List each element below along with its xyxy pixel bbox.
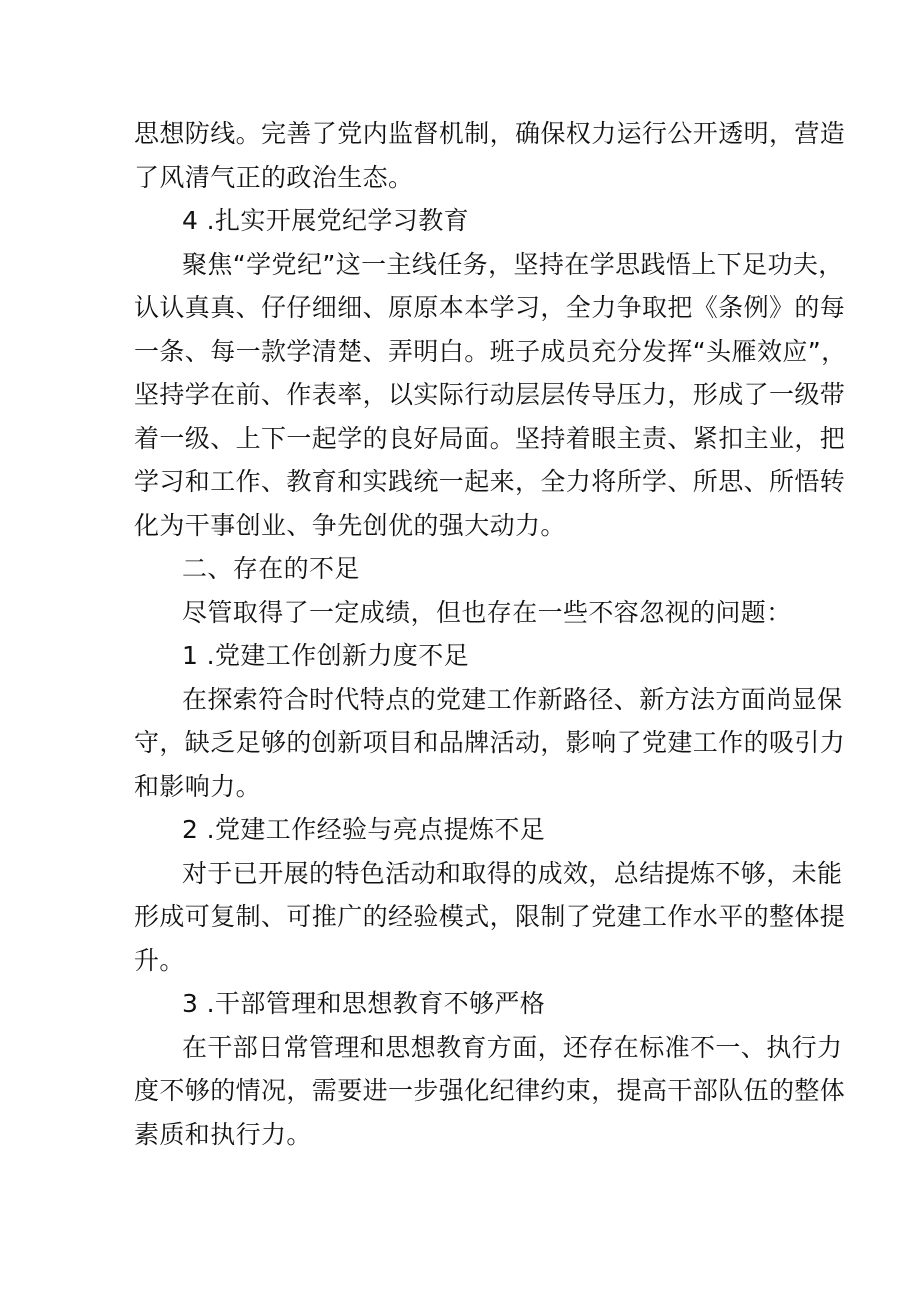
text-line: 着一级、上下一起学的良好局面。坚持着眼主责、紧扣主业，把 <box>134 423 846 453</box>
text-line: 坚持学在前、作表率，以实际行动层层传导压力，形成了一级带 <box>134 380 846 409</box>
text-line: 了风清气正的政治生态。 <box>134 162 414 192</box>
section-heading: 1 .党建工作创新力度不足 <box>182 641 470 670</box>
text-line: 认认真真、仔仔细细、原原本本学习，全力争取把《条例》的每 <box>134 293 846 322</box>
paragraph-first-line: 对于已开展的特色活动和取得的成效，总结提炼不够，未能 <box>182 858 843 888</box>
text-line: 素质和执行力。 <box>134 1119 312 1149</box>
text-line: 守，缺乏足够的创新项目和品牌活动，影响了党建工作的吸引力 <box>134 728 846 757</box>
paragraph-first-line: 聚焦“学党纪”这一主线任务，坚持在学思践悟上下足功夫， <box>182 249 844 279</box>
section-heading: 4 .扎实开展党纪学习教育 <box>182 206 470 235</box>
document-body <box>134 112 847 1156</box>
text-line: 化为干事创业、争先创优的强大动力。 <box>134 510 566 540</box>
text-line: 学习和工作、教育和实践统一起来，全力将所学、所思、所悟转 <box>134 467 846 496</box>
paragraph-first-line: 在探索符合时代特点的党建工作新路径、新方法方面尚显保 <box>182 684 843 714</box>
text-line: 度不够的情况，需要进一步强化纪律约束，提高干部队伍的整体 <box>134 1076 846 1105</box>
text-line: 和影响力。 <box>134 771 262 801</box>
section-heading: 2 .党建工作经验与亮点提炼不足 <box>182 815 546 844</box>
text-line: 思想防线。完善了党内监督机制，确保权力运行公开透明，营造 <box>134 119 846 148</box>
text-line: 一条、每一款学清楚、弄明白。班子成员充分发挥“头雁效应”， <box>134 336 847 366</box>
section-heading: 3 .干部管理和思想教育不够严格 <box>182 989 546 1018</box>
section-heading: 二、存在的不足 <box>182 554 360 583</box>
text-line: 升。 <box>134 945 185 975</box>
text-line: 形成可复制、可推广的经验模式，限制了党建工作水平的整体提 <box>134 902 846 931</box>
paragraph-first-line: 尽管取得了一定成绩，但也存在一些不容忽视的问题： <box>182 597 792 627</box>
paragraph-first-line: 在干部日常管理和思想教育方面，还存在标准不一、执行力 <box>182 1032 843 1062</box>
